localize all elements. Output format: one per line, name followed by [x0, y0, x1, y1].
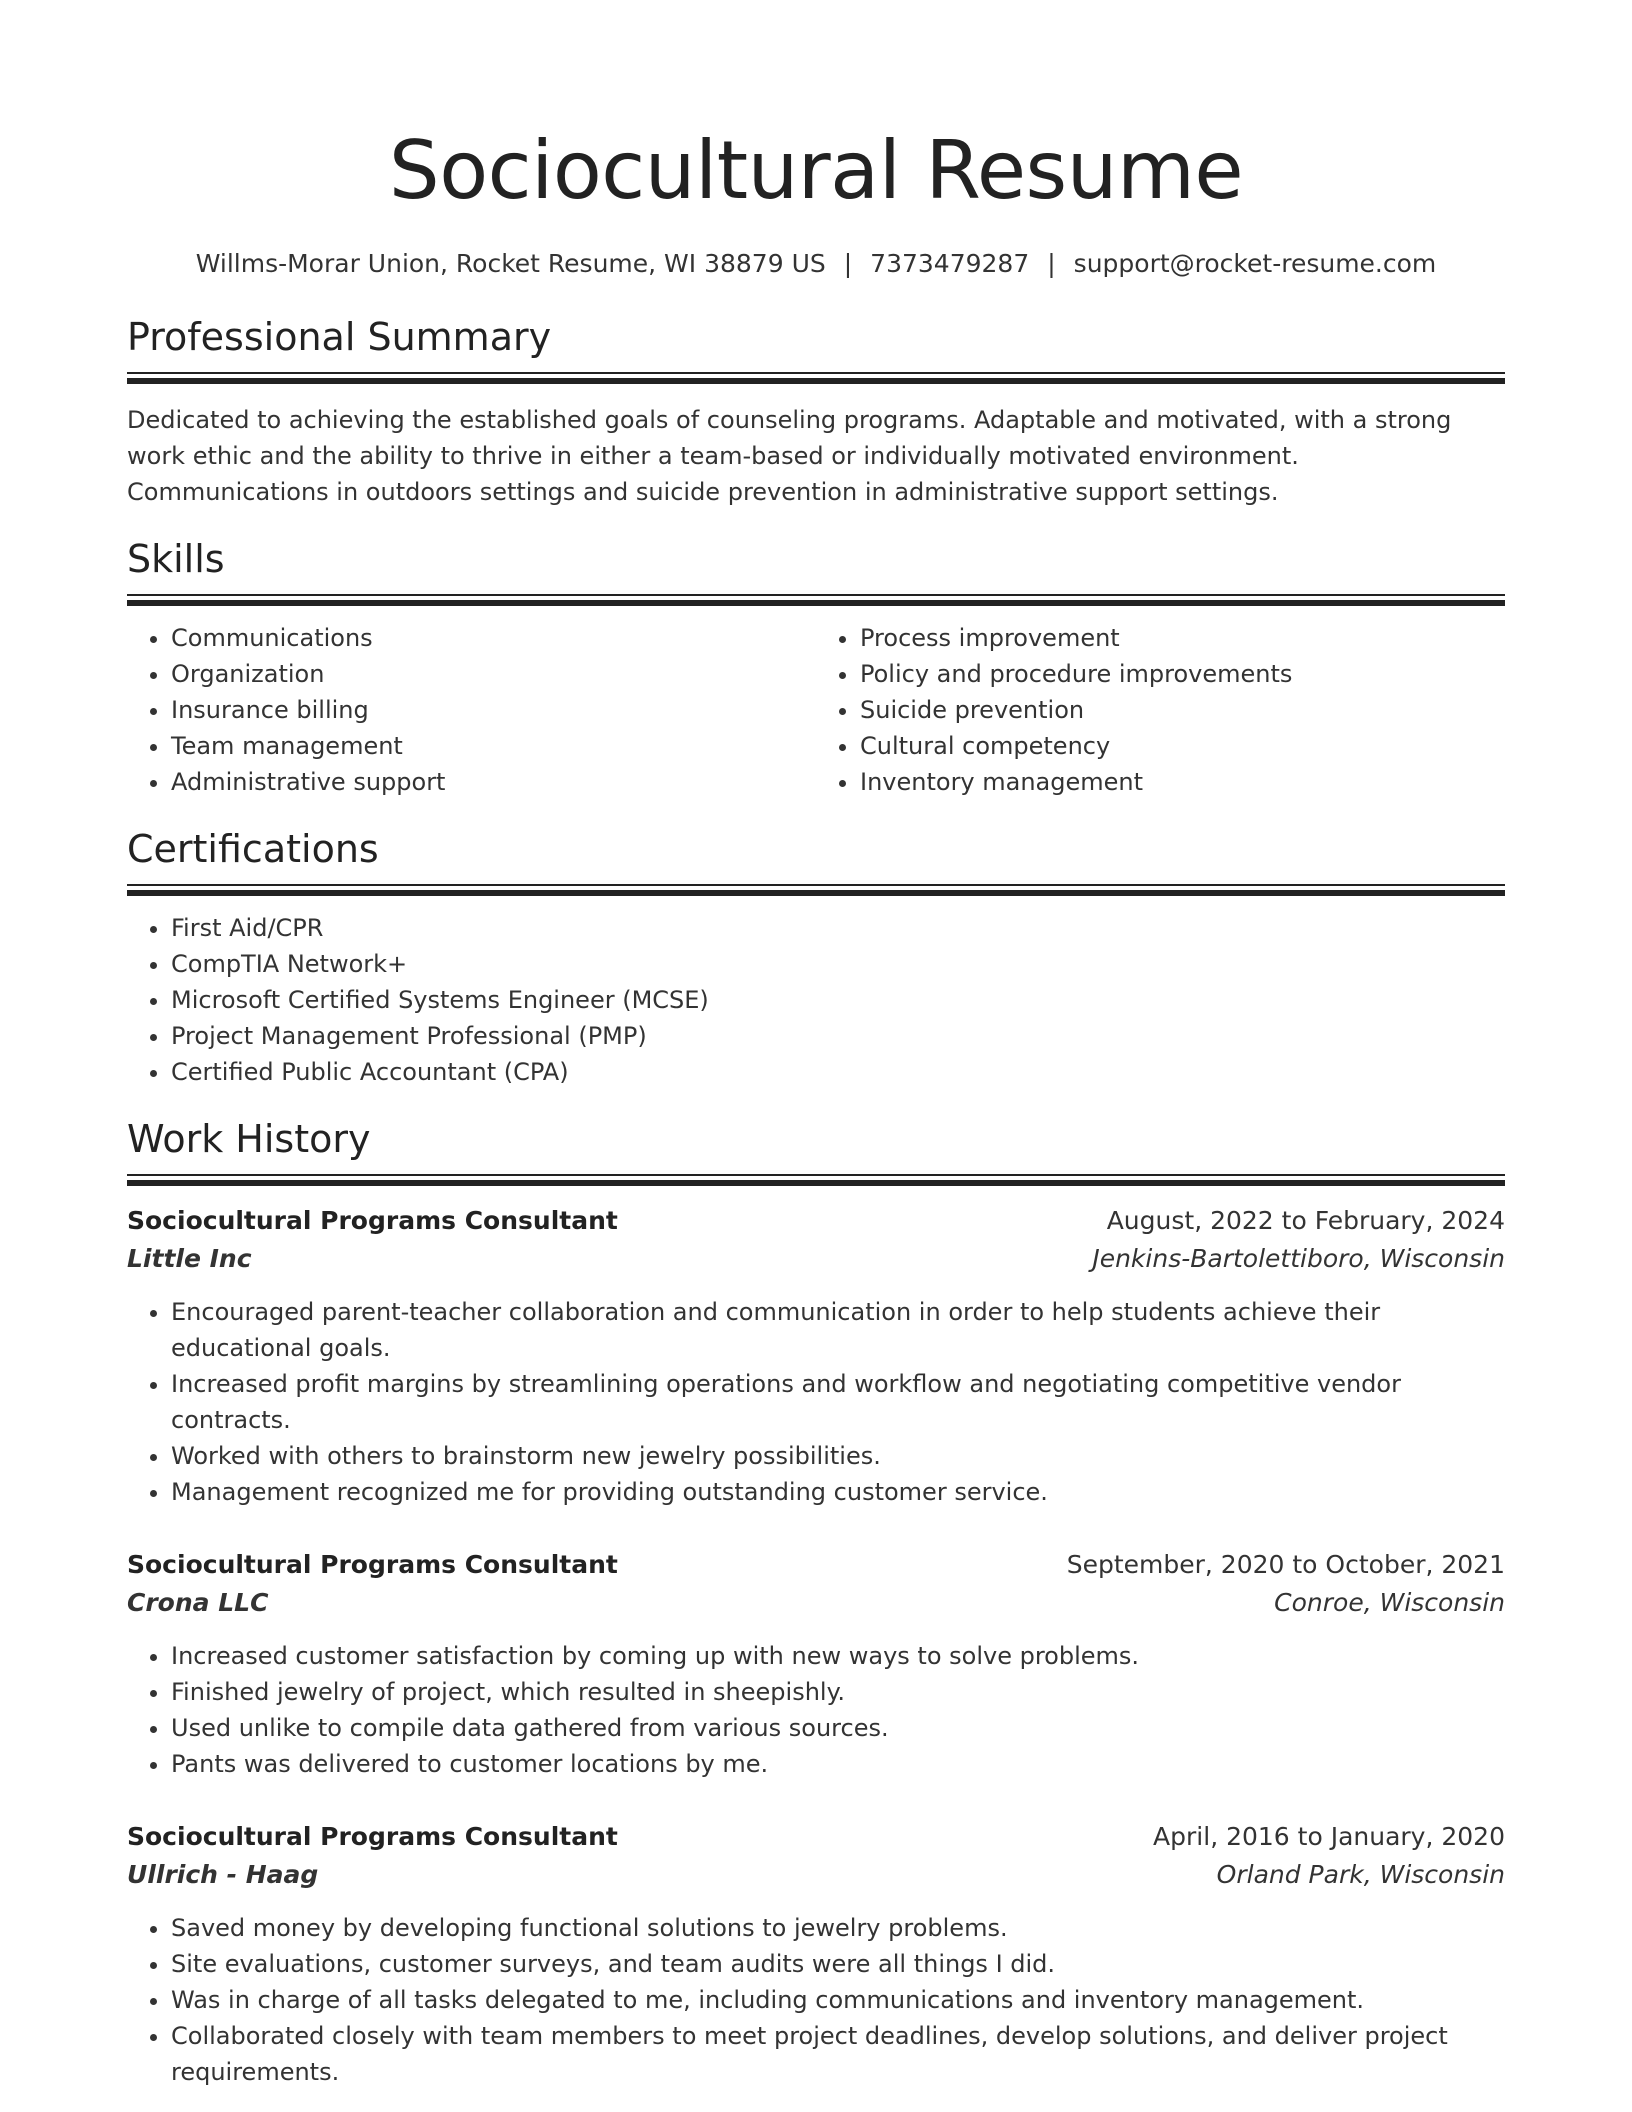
job-title: Sociocultural Programs Consultant [127, 1206, 618, 1235]
section-divider [127, 372, 1505, 384]
skill-item: • Policy and procedure improvements [860, 656, 1505, 692]
section-divider [127, 594, 1505, 606]
job-location: Orland Park, Wisconsin [1216, 1860, 1505, 1889]
summary-section [127, 314, 1505, 510]
job-duty: • Finished jewelry of project, which resulted in sheepishly. [171, 1674, 1505, 1710]
job-duties [127, 1638, 1505, 1782]
skills-list-left [127, 620, 816, 800]
job-duty: • Collaborated closely with team members to meet project deadlines, develop solutions, and deliver project requirements. [171, 2018, 1505, 2090]
contact-separator: | [1047, 249, 1056, 278]
certification-item: • Microsoft Certified Systems Engineer (MCSE) [171, 982, 1505, 1018]
job-header [127, 1818, 1505, 1856]
contact-email: support@rocket-resume.com [1073, 249, 1437, 278]
job-dates: April, 2016 to January, 2020 [1153, 1822, 1505, 1851]
contact-address: Willms-Morar Union, Rocket Resume, WI 38879 US [195, 249, 826, 278]
job-duty: • Increased customer satisfaction by coming up with new ways to solve problems. [171, 1638, 1505, 1674]
job-company: Little Inc [127, 1244, 252, 1273]
skills-section [127, 536, 1505, 800]
skill-item: • Team management [171, 728, 816, 764]
job-entry [127, 1818, 1505, 2090]
section-divider [127, 1174, 1505, 1186]
skill-item: • Suicide prevention [860, 692, 1505, 728]
job-subheader [127, 1240, 1505, 1278]
skill-item: • Process improvement [860, 620, 1505, 656]
job-duty: • Increased profit margins by streamlining operations and workflow and negotiating competitive vendor contracts. [171, 1366, 1505, 1438]
skill-item: • Administrative support [171, 764, 816, 800]
job-header [127, 1202, 1505, 1240]
job-location: Conroe, Wisconsin [1274, 1588, 1505, 1617]
job-duty: • Was in charge of all tasks delegated to me, including communications and inventory management. [171, 1982, 1505, 2018]
contact-line [127, 246, 1505, 282]
certifications-section [127, 826, 1505, 1090]
job-duties [127, 1294, 1505, 1510]
job-title: Sociocultural Programs Consultant [127, 1550, 618, 1579]
summary-heading: Professional Summary [127, 315, 552, 359]
page-title: Sociocultural Resume [388, 124, 1244, 217]
job-duty: • Worked with others to brainstorm new jewelry possibilities. [171, 1438, 1505, 1474]
job-subheader [127, 1856, 1505, 1894]
skills-heading: Skills [127, 537, 225, 581]
job-entry [127, 1546, 1505, 1782]
job-company: Crona LLC [127, 1588, 269, 1617]
job-duty: • Management recognized me for providing outstanding customer service. [171, 1474, 1505, 1510]
jobs-list [127, 1202, 1505, 2090]
job-entry [127, 1202, 1505, 1510]
certification-item: • Project Management Professional (PMP) [171, 1018, 1505, 1054]
job-location: Jenkins-Bartolettiboro, Wisconsin [1092, 1244, 1505, 1273]
certifications-heading: Certifications [127, 827, 379, 871]
contact-phone: 7373479287 [870, 249, 1030, 278]
job-duty: • Saved money by developing functional solutions to jewelry problems. [171, 1910, 1505, 1946]
summary-text: Dedicated to achieving the established goals of counseling programs. Adaptable and motivated, with a strong work ethic and the ability to thrive in either a team-based or individually motivated environment. Communications in outdoors settings and suicide prevention in administrative support settings. [127, 406, 1452, 506]
skill-item: • Organization [171, 656, 816, 692]
job-dates: September, 2020 to October, 2021 [1066, 1550, 1505, 1579]
skill-item: • Communications [171, 620, 816, 656]
job-duty: • Site evaluations, customer surveys, and team audits were all things I did. [171, 1946, 1505, 1982]
skills-list-right [816, 620, 1505, 800]
section-divider [127, 884, 1505, 896]
skill-item: • Cultural competency [860, 728, 1505, 764]
certification-item: • Certified Public Accountant (CPA) [171, 1054, 1505, 1090]
job-duty: • Encouraged parent-teacher collaboration and communication in order to help students achieve their educational goals. [171, 1294, 1505, 1366]
skills-grid [127, 620, 1505, 800]
job-duty: • Pants was delivered to customer locations by me. [171, 1746, 1505, 1782]
job-duty: • Used unlike to compile data gathered from various sources. [171, 1710, 1505, 1746]
skill-item: • Insurance billing [171, 692, 816, 728]
job-duties [127, 1910, 1505, 2090]
job-company: Ullrich - Haag [127, 1860, 319, 1889]
certification-item: • CompTIA Network+ [171, 946, 1505, 982]
job-title: Sociocultural Programs Consultant [127, 1822, 618, 1851]
certifications-list [127, 910, 1505, 1090]
work-history-heading: Work History [127, 1117, 371, 1161]
certification-item: • First Aid/CPR [171, 910, 1505, 946]
contact-separator: | [843, 249, 853, 278]
skill-item: • Inventory management [860, 764, 1505, 800]
job-header [127, 1546, 1505, 1584]
job-subheader [127, 1584, 1505, 1622]
work-history-section [127, 1116, 1505, 2090]
job-dates: August, 2022 to February, 2024 [1106, 1206, 1505, 1235]
